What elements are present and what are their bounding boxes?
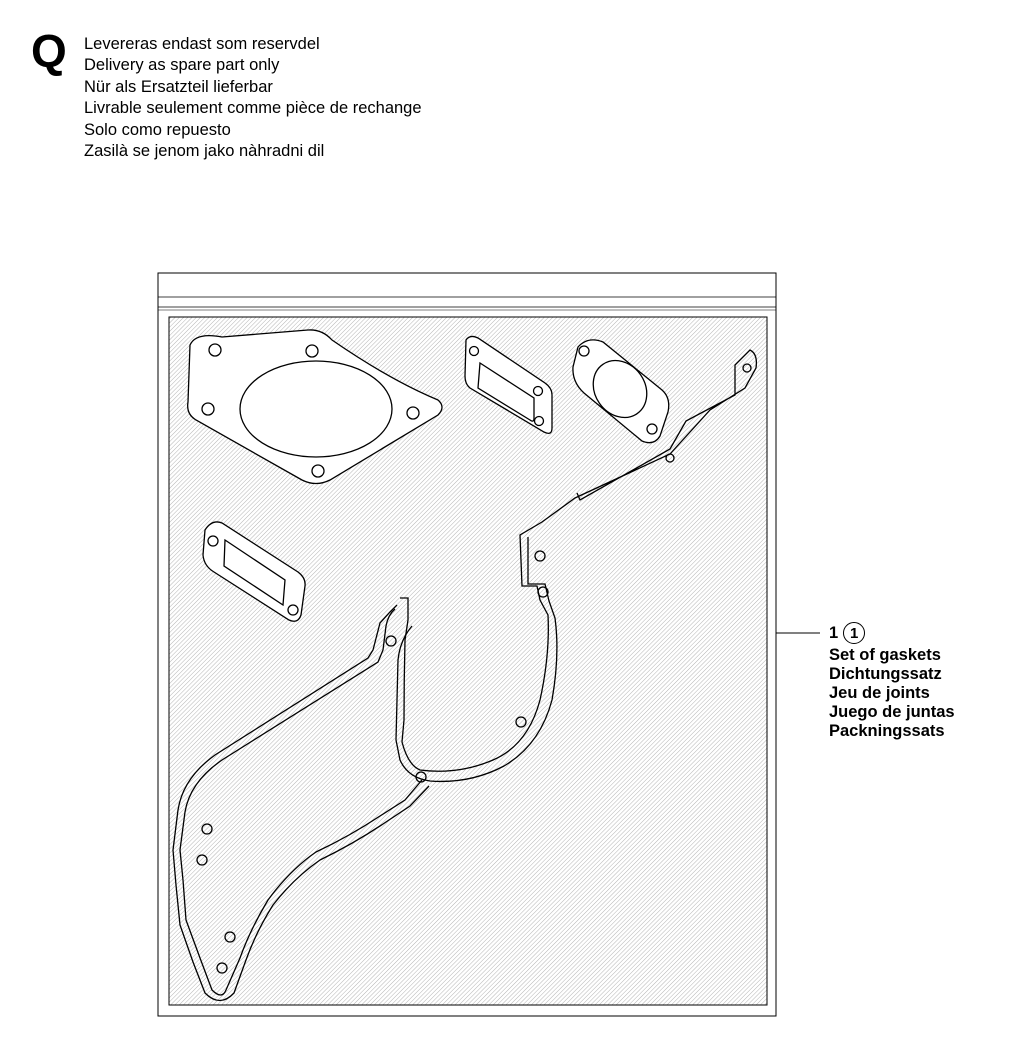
notice-line-fr: Livrable seulement comme pièce de rechange	[84, 99, 422, 118]
part-name-en: Set of gaskets	[829, 646, 941, 664]
notice-line-es: Solo como repuesto	[84, 120, 231, 139]
part-name-de: Dichtungssatz	[829, 665, 942, 683]
part-name-sv: Packningssats	[829, 722, 945, 740]
spare-part-symbol: Q	[31, 25, 67, 77]
part-number-row	[829, 620, 955, 646]
part-name-fr: Jeu de joints	[829, 684, 930, 702]
part-callout	[829, 620, 955, 741]
notice-line-en: Delivery as spare part only	[84, 56, 280, 75]
notice-line-de: Nür als Ersatzteil lieferbar	[84, 77, 273, 96]
reference-number-circle: 1	[843, 622, 865, 644]
notice-line-cs: Zasilà se jenom jako nàhradni dil	[84, 142, 325, 161]
part-name-es: Juego de juntas	[829, 703, 955, 721]
notice-line-sv: Levereras endast som reservdel	[84, 35, 320, 53]
position-number: 1	[829, 623, 839, 642]
